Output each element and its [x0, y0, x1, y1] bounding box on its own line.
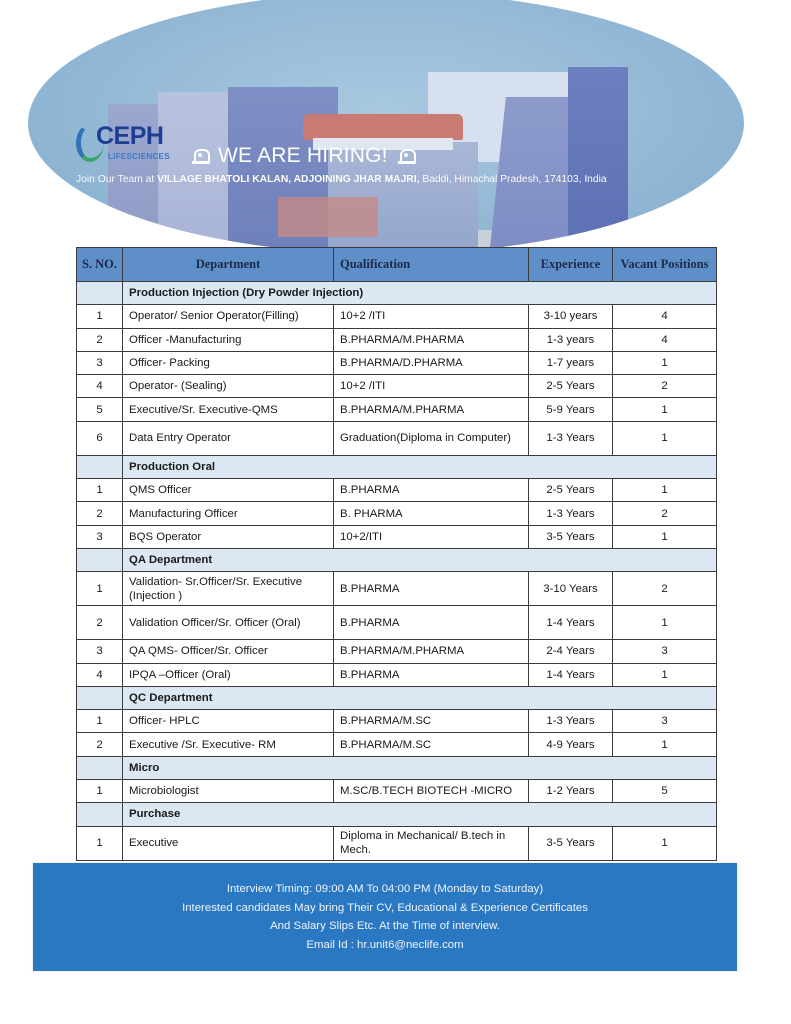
address-line [76, 174, 607, 185]
table-row [77, 351, 717, 374]
row-experience: 1-3 years [529, 328, 613, 351]
headline-text: WE ARE HIRING! [218, 144, 388, 167]
row-qualification: Graduation(Diploma in Computer) [334, 421, 529, 455]
interview-timing: Interview Timing: 09:00 AM To 04:00 PM (Monday to Saturday) [226, 883, 544, 895]
row-qualification: B.PHARMA/M.PHARMA [334, 398, 529, 421]
table-row [77, 305, 717, 328]
section-row [77, 756, 717, 779]
building-canopy [303, 114, 463, 140]
row-qualification: B.PHARMA/M.PHARMA [334, 328, 529, 351]
table-row [77, 710, 717, 733]
section-blank-cell [77, 686, 123, 709]
row-qualification: B.PHARMA [334, 606, 529, 640]
section-title: QC Department [123, 686, 717, 709]
row-department: Executive/Sr. Executive-QMS [123, 398, 334, 421]
row-experience: 3-10 Years [529, 572, 613, 606]
row-sno: 6 [77, 421, 123, 455]
address-rest: Baddi, Himachal Pradesh, 174103, India [419, 174, 607, 185]
section-blank-cell [77, 548, 123, 571]
row-vacant-positions: 4 [613, 305, 717, 328]
row-sno: 4 [77, 663, 123, 686]
row-department: Operator- (Sealing) [123, 375, 334, 398]
row-sno: 1 [77, 780, 123, 803]
row-department: Validation Officer/Sr. Officer (Oral) [123, 606, 334, 640]
row-department: Manufacturing Officer [123, 502, 334, 525]
row-department: Officer- Packing [123, 351, 334, 374]
section-blank-cell [77, 803, 123, 826]
row-department: Executive /Sr. Executive- RM [123, 733, 334, 756]
row-sno: 1 [77, 572, 123, 606]
table-row [77, 502, 717, 525]
row-vacant-positions: 1 [613, 421, 717, 455]
row-experience: 1-4 Years [529, 663, 613, 686]
row-sno: 2 [77, 606, 123, 640]
table-row [77, 375, 717, 398]
row-vacant-positions: 1 [613, 606, 717, 640]
siren-icon [398, 148, 414, 164]
row-sno: 2 [77, 733, 123, 756]
row-vacant-positions: 3 [613, 710, 717, 733]
row-qualification: 10+2/ITI [334, 525, 529, 548]
column-header-experience: Experience [529, 248, 613, 282]
section-title: Production Oral [123, 455, 717, 478]
siren-icon [192, 148, 208, 164]
table-row [77, 640, 717, 663]
table-row [77, 663, 717, 686]
row-department: QMS Officer [123, 479, 334, 502]
section-title: Purchase [123, 803, 717, 826]
row-qualification: Diploma in Mechanical/ B.tech in Mech. [334, 826, 529, 860]
row-department: Officer- HPLC [123, 710, 334, 733]
table-row [77, 780, 717, 803]
section-row [77, 282, 717, 305]
row-experience: 1-7 years [529, 351, 613, 374]
row-experience: 1-3 Years [529, 710, 613, 733]
row-experience: 4-9 Years [529, 733, 613, 756]
row-qualification: 10+2 /ITI [334, 305, 529, 328]
row-sno: 2 [77, 502, 123, 525]
table-row [77, 525, 717, 548]
column-header-vacant-positions: Vacant Positions [613, 248, 717, 282]
section-title: Production Injection (Dry Powder Injection) [123, 282, 717, 305]
section-title: QA Department [123, 548, 717, 571]
row-vacant-positions: 2 [613, 502, 717, 525]
section-title: Micro [123, 756, 717, 779]
table-row [77, 328, 717, 351]
column-header-department: Department [123, 248, 334, 282]
row-experience: 5-9 Years [529, 398, 613, 421]
row-qualification: B.PHARMA/M.SC [334, 733, 529, 756]
row-sno: 2 [77, 328, 123, 351]
row-sno: 1 [77, 479, 123, 502]
row-experience: 1-2 Years [529, 780, 613, 803]
row-vacant-positions: 2 [613, 375, 717, 398]
hiring-headline [192, 144, 414, 168]
section-blank-cell [77, 756, 123, 779]
table-row [77, 398, 717, 421]
table-row [77, 606, 717, 640]
row-qualification: B.PHARMA/D.PHARMA [334, 351, 529, 374]
row-department: Data Entry Operator [123, 421, 334, 455]
row-vacant-positions: 1 [613, 479, 717, 502]
column-header-sno: S. NO. [77, 248, 123, 282]
row-sno: 1 [77, 305, 123, 328]
row-vacant-positions: 1 [613, 733, 717, 756]
row-department: BQS Operator [123, 525, 334, 548]
logo-subtitle: LIFESCIENCES [108, 152, 170, 161]
row-qualification: 10+2 /ITI [334, 375, 529, 398]
row-department: Microbiologist [123, 780, 334, 803]
row-qualification: B. PHARMA [334, 502, 529, 525]
row-qualification: B.PHARMA [334, 479, 529, 502]
logo-name: CEPH [96, 122, 164, 150]
row-department: Operator/ Senior Operator(Filling) [123, 305, 334, 328]
address-bold: VILLAGE BHATOLI KALAN, ADJOINING JHAR MAJRI, [157, 174, 420, 185]
table-header-row [77, 248, 717, 282]
section-row [77, 686, 717, 709]
row-qualification: B.PHARMA [334, 572, 529, 606]
row-experience: 1-3 Years [529, 502, 613, 525]
row-vacant-positions: 3 [613, 640, 717, 663]
row-sno: 3 [77, 351, 123, 374]
vacancy-table [76, 247, 717, 861]
row-qualification: B.PHARMA/M.SC [334, 710, 529, 733]
row-department: Executive [123, 826, 334, 860]
row-department: IPQA –Officer (Oral) [123, 663, 334, 686]
company-logo [76, 122, 188, 170]
table-row [77, 479, 717, 502]
row-department: Validation- Sr.Officer/Sr. Executive (Injection ) [123, 572, 334, 606]
interview-info-footer [33, 863, 737, 971]
table-row [77, 572, 717, 606]
row-experience: 2-5 Years [529, 375, 613, 398]
row-department: QA QMS- Officer/Sr. Officer [123, 640, 334, 663]
row-experience: 3-10 years [529, 305, 613, 328]
row-experience: 3-5 Years [529, 525, 613, 548]
table-row [77, 826, 717, 860]
row-experience: 2-5 Years [529, 479, 613, 502]
row-qualification: M.SC/B.TECH BIOTECH -MICRO [334, 780, 529, 803]
section-blank-cell [77, 282, 123, 305]
row-vacant-positions: 2 [613, 572, 717, 606]
row-vacant-positions: 1 [613, 398, 717, 421]
row-vacant-positions: 1 [613, 826, 717, 860]
building-image [568, 67, 628, 247]
documents-note-cont: And Salary Slips Etc. At the Time of interview. [270, 920, 500, 932]
contact-email: Email Id : hr.unit6@neclife.com [306, 938, 464, 951]
row-experience: 3-5 Years [529, 826, 613, 860]
row-experience: 1-3 Years [529, 421, 613, 455]
column-header-qualification: Qualification [334, 248, 529, 282]
row-sno: 5 [77, 398, 123, 421]
section-row [77, 548, 717, 571]
table-row [77, 733, 717, 756]
section-row [77, 455, 717, 478]
row-experience: 1-4 Years [529, 606, 613, 640]
row-experience: 2-4 Years [529, 640, 613, 663]
row-sno: 1 [77, 710, 123, 733]
row-vacant-positions: 5 [613, 780, 717, 803]
row-sno: 1 [77, 826, 123, 860]
row-vacant-positions: 1 [613, 525, 717, 548]
building-image [278, 197, 378, 237]
row-sno: 3 [77, 640, 123, 663]
table-body [77, 282, 717, 861]
row-vacant-positions: 1 [613, 663, 717, 686]
section-blank-cell [77, 455, 123, 478]
section-row [77, 803, 717, 826]
row-qualification: B.PHARMA [334, 663, 529, 686]
row-department: Officer -Manufacturing [123, 328, 334, 351]
row-sno: 3 [77, 525, 123, 548]
row-qualification: B.PHARMA/M.PHARMA [334, 640, 529, 663]
documents-note: Interested candidates May bring Their CV, Educational & Experience Certificates [182, 901, 588, 914]
table-row [77, 421, 717, 455]
row-vacant-positions: 4 [613, 328, 717, 351]
row-vacant-positions: 1 [613, 351, 717, 374]
row-sno: 4 [77, 375, 123, 398]
address-prefix: Join Our Team at [76, 174, 158, 185]
